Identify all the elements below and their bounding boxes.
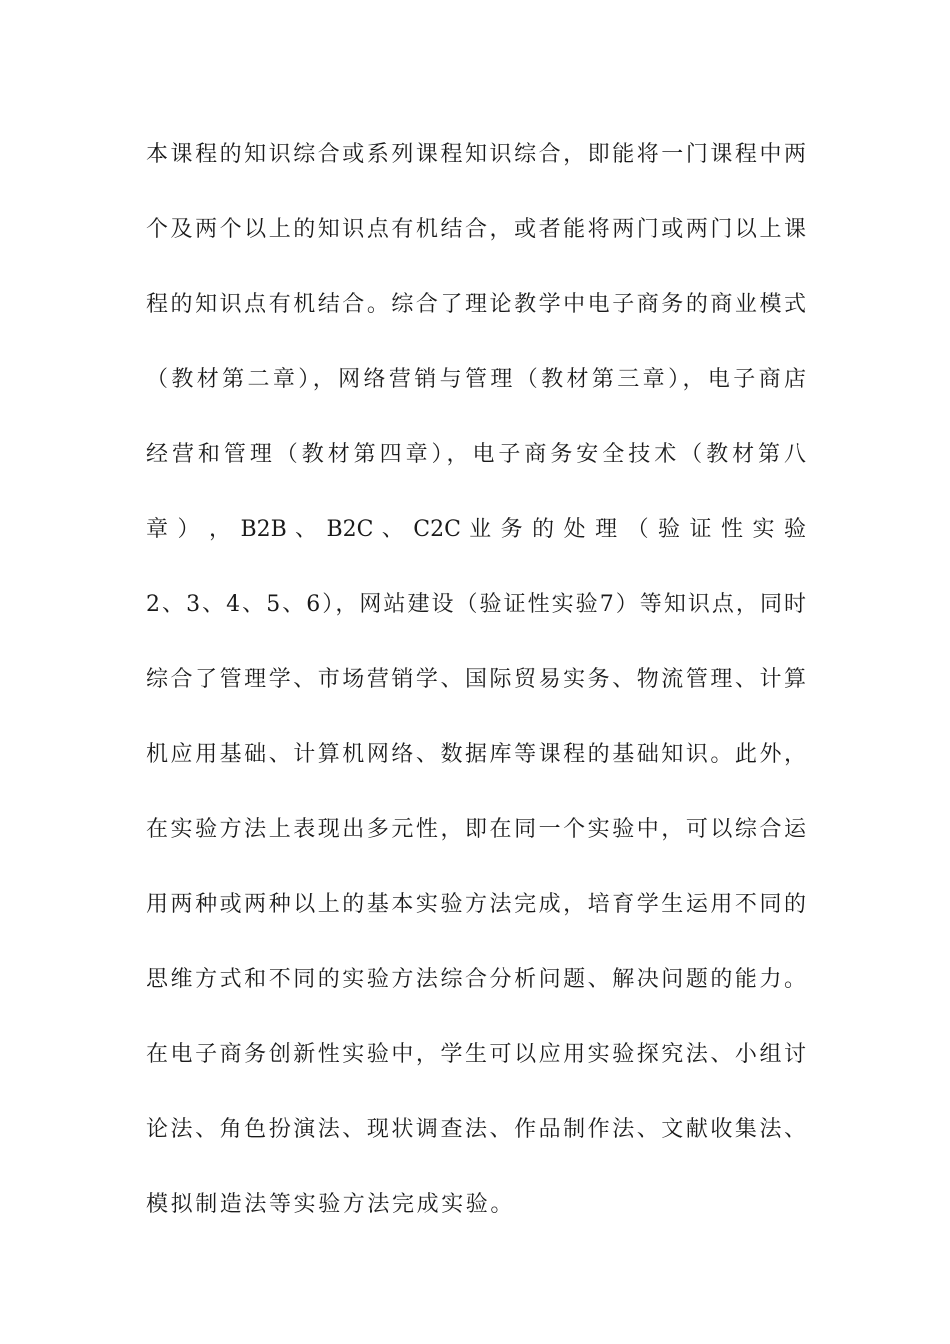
text-line: 章 ） ， B2B 、 B2C 、 C2C 业 务 的 处 理 （ 验 证 性 实 验 bbox=[146, 517, 806, 542]
body-paragraph bbox=[146, 132, 806, 1257]
text-line: 综合了管理学、市场营销学、国际贸易实务、物流管理、计算 bbox=[146, 667, 806, 692]
text-line: 在实验方法上表现出多元性，即在同一个实验中，可以综合运 bbox=[146, 817, 806, 842]
text-line: （教材第二章），网络营销与管理（教材第三章），电子商店 bbox=[146, 367, 806, 392]
text-line: 思维方式和不同的实验方法综合分析问题、解决问题的能力。 bbox=[146, 967, 806, 992]
text-line: 2、3、4、5、6），网站建设（验证性实验7）等知识点，同时 bbox=[146, 592, 806, 617]
text-line: 本课程的知识综合或系列课程知识综合，即能将一门课程中两 bbox=[146, 142, 806, 167]
text-line: 个及两个以上的知识点有机结合，或者能将两门或两门以上课 bbox=[146, 217, 806, 242]
text-line: 用两种或两种以上的基本实验方法完成，培育学生运用不同的 bbox=[146, 892, 806, 917]
text-line: 经营和管理（教材第四章），电子商务安全技术（教材第八 bbox=[146, 442, 806, 467]
text-line: 模拟制造法等实验方法完成实验。 bbox=[146, 1192, 516, 1217]
text-line: 在电子商务创新性实验中，学生可以应用实验探究法、小组讨 bbox=[146, 1042, 806, 1067]
text-line: 程的知识点有机结合。综合了理论教学中电子商务的商业模式 bbox=[146, 292, 806, 317]
text-line: 论法、角色扮演法、现状调查法、作品制作法、文献收集法、 bbox=[146, 1117, 806, 1142]
text-line: 机应用基础、计算机网络、数据库等课程的基础知识。此外， bbox=[146, 742, 806, 767]
